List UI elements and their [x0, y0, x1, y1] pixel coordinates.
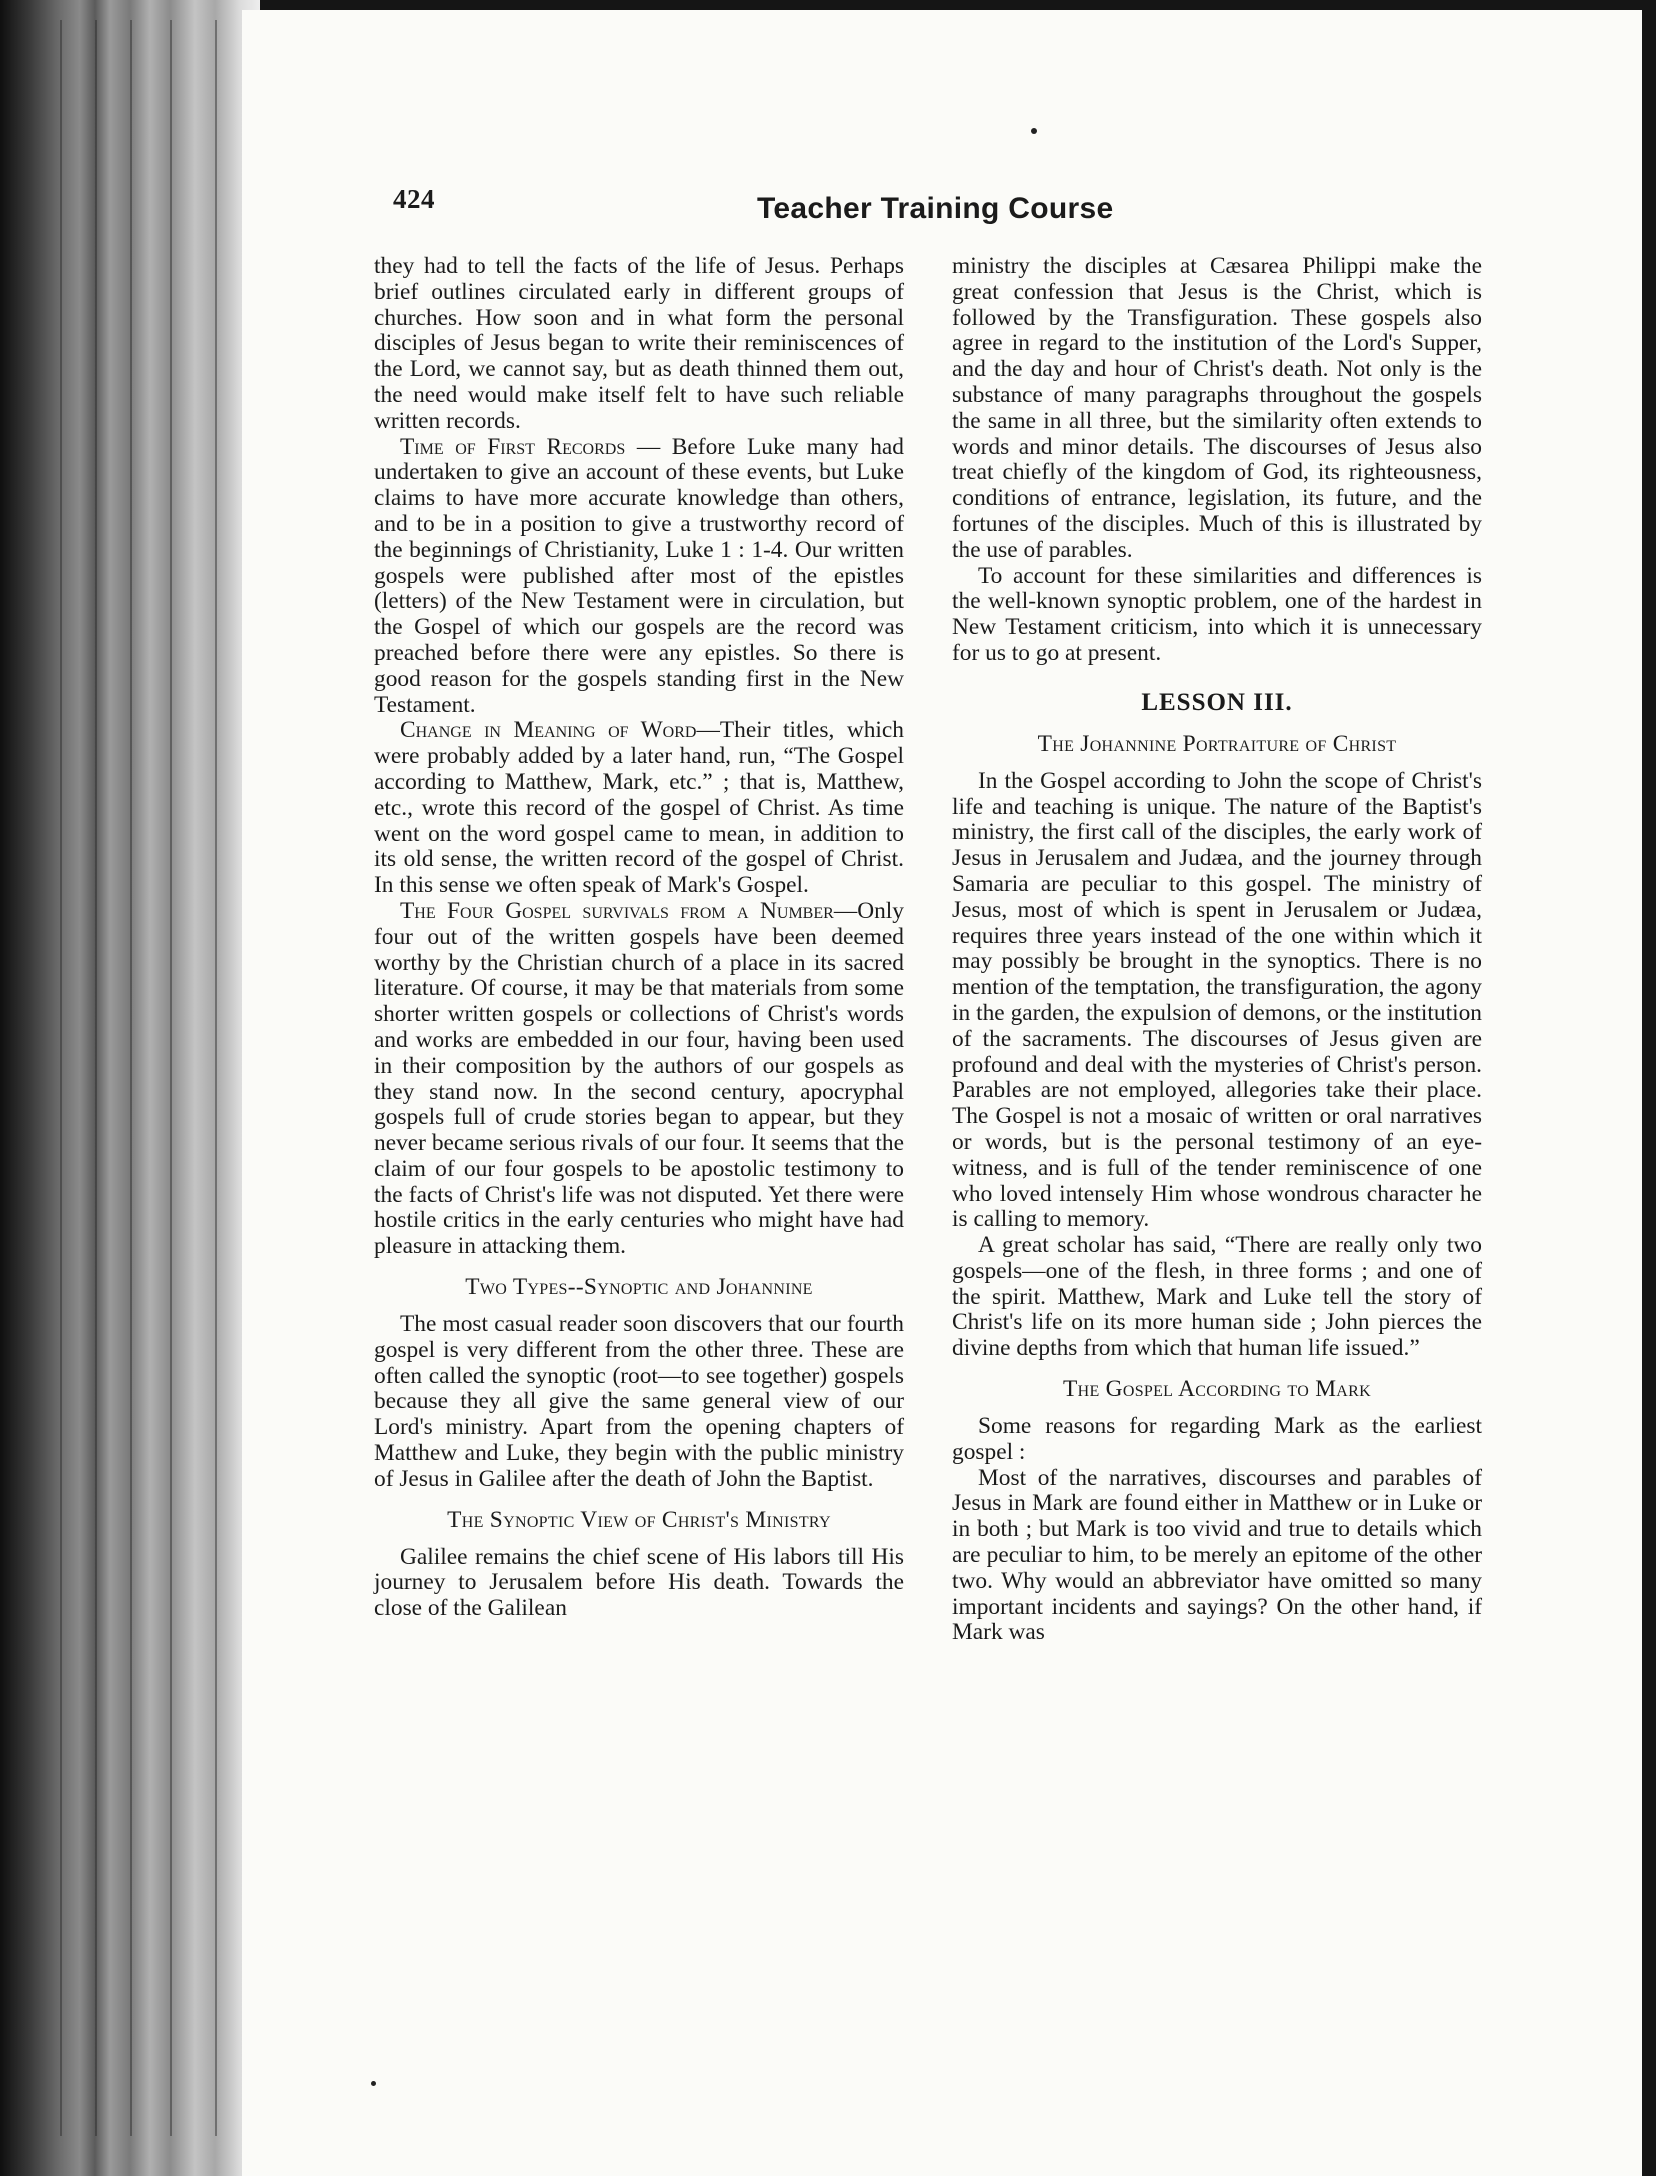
- page-number: 424: [393, 184, 435, 214]
- paragraph-body: —Only four out of the written gospels have been deemed worthy by the Christian church of a place in its sacred literature. Of course, it may be that materials from some shorter written gospels or collections of Christ's words and works are embedded in our four, having been used in their composition by the authors of our gospels as they stand now. In the second century, apocryphal gospels full of crude stories began to appear, but they never became serious rivals of our four. It seems that the claim of our four gospels to be apostolic testimony to the facts of Christ's life was not disputed. Yet there were hostile critics in the early centuries who might have had pleasure in attacking them.: [374, 897, 904, 1260]
- paragraph: A great scholar has said, “There are really only two gospels—one of the flesh, in three forms ; and one of the spirit. Matthew, Mark and Luke tell the story of Christ's life on its more human side ; John pierces the divine depths from which that human life issued.”: [952, 1232, 1482, 1362]
- left-column: [374, 254, 904, 1622]
- running-title: Teacher Training Course: [757, 192, 1114, 225]
- section-heading: The Gospel According to Mark: [1063, 1376, 1371, 1403]
- paragraph-body: —Their titles, which were probably added by a later hand, run, “The Gospel according to Matthew, Mark, etc.” ; that is, Matthew, etc., wrote this record of the gospel of Christ. As time went on the word gospel came to mean, in addition to its old sense, the written record of the gospel of Christ. In this sense we often speak of Mark's Gospel.: [374, 717, 904, 899]
- paragraph: ministry the disciples at Cæsarea Philippi make the great confession that Jesus is the Christ, which is followed by the Transfiguration. These gospels also agree in regard to the institution of the Lord's Supper, and the day and hour of Christ's death. Not only is the substance of many paragraphs throughout the gospels the same in all three, but the similarity often extends to words and minor details. The discourses of Jesus also treat chiefly of the kingdom of God, its righteousness, conditions of entrance, legislation, its future, and the fortunes of the disciples. Much of this is illustrated by the use of parables.: [952, 253, 1482, 563]
- paragraph: The most casual reader soon discovers that our fourth gospel is very different from the other three. These are often called the synoptic (root—to see together) gospels because they all give the same general view of our Lord's ministry. Apart from the opening chapters of Matthew and Luke, they begin with the public ministry of Jesus in Galilee after the death of John the Baptist.: [374, 1311, 904, 1492]
- section-heading: The Johannine Portraiture of Christ: [1037, 730, 1397, 757]
- paragraph: [374, 899, 904, 1260]
- paragraph: To account for these similarities and differences is the well-known synoptic problem, one of the hardest in New Testament criticism, into which it is unnecessary for us to go at present.: [952, 562, 1482, 666]
- paragraph: Some reasons for regarding Mark as the earliest gospel :: [952, 1413, 1482, 1465]
- run-in-heading: The Four Gospel survivals from a Number: [400, 897, 834, 924]
- paragraph-body: — Before Luke many had undertaken to give an account of these events, but Luke claims to have more accurate knowledge than others, and to be in a position to give a trustworthy record of the beginnings of Christianity, Luke 1 : 1-4. Our written gospels were published after most of the epistles (letters) of the New Testament were in circulation, but the Gospel of which our gospels are the record was preached before there were any epistles. So there is good reason for the gospels standing first in the New Testament.: [374, 433, 904, 718]
- section-heading: The Synoptic View of Christ's Ministry: [447, 1506, 831, 1533]
- right-column: [952, 254, 1482, 1646]
- book-page-edges: [0, 0, 260, 2176]
- paragraph: Most of the narratives, discourses and parables of Jesus in Mark are found either in Matthew or in Luke or in both ; but Mark is too vivid and true to details which are peculiar to him, to be merely an epitome of the other two. Why would an abbreviator have omitted so many important incidents and sayings? On the other hand, if Mark was: [952, 1464, 1482, 1646]
- paragraph: [374, 435, 904, 719]
- paragraph: they had to tell the facts of the life of Jesus. Perhaps brief outlines circulated early in different groups of churches. How soon and in what form the personal disciples of Jesus began to write their reminiscences of the Lord, we cannot say, but as death thinned them out, the need would make itself felt to have such reliable written records.: [374, 253, 904, 434]
- run-in-heading: Change in Meaning of Word: [400, 717, 697, 744]
- lesson-heading: LESSON III.: [1141, 688, 1293, 716]
- ink-speck: [371, 2081, 376, 2086]
- ink-speck: [1031, 128, 1037, 134]
- run-in-heading: Time of First Records: [400, 433, 626, 460]
- paragraph: Galilee remains the chief scene of His labors till His journey to Jerusalem before His death. Towards the close of the Galilean: [374, 1543, 904, 1622]
- section-heading: Two Types--Synoptic and Johannine: [465, 1274, 813, 1301]
- paragraph: [374, 718, 904, 899]
- paragraph: In the Gospel according to John the scope of Christ's life and teaching is unique. The nature of the Baptist's ministry, the first call of the disciples, the early work of Jesus in Jerusalem and Judæa, and the journey through Samaria are peculiar to this gospel. The ministry of Jesus, most of which is spent in Jerusalem or Judæa, requires three years instead of the one within which it may possibly be brought in the synoptics. There is no mention of the temptation, the transfiguration, the agony in the garden, the expulsion of demons, or the institution of the sacraments. The discourses of Jesus given are profound and deal with the mysteries of Christ's person. Parables are not employed, allegories take their place. The Gospel is not a mosaic of written or oral narratives or words, but is the personal testimony of an eye-witness, and is full of the tender reminiscence of one who loved intensely Him whose wondrous character he is calling to memory.: [952, 767, 1482, 1233]
